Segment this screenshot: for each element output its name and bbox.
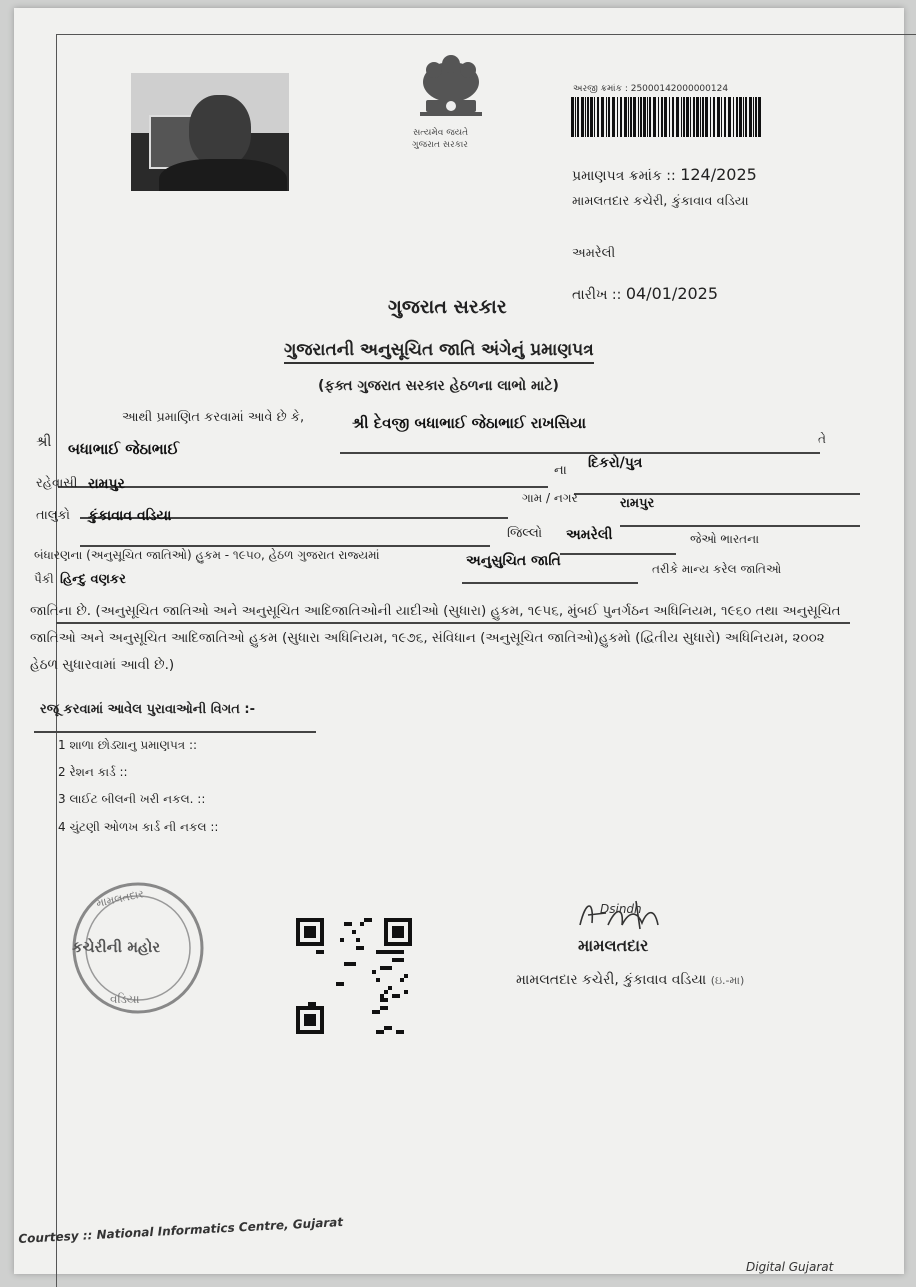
courtesy-footer: Courtesy :: National Informatics Centre, Gujarat [18,1214,344,1246]
taluka-line [80,545,490,547]
issuing-office: મામલતદાર કચેરી, કુંકાવાવ વડિયા [572,194,749,209]
signature-scribble: Dsindh [600,902,642,916]
intro-text: આથી પ્રમાણિત કરવામાં આવે છે કે, [122,410,305,425]
certificate-subtitle: (ફક્ત ગુજરાત સરકાર હેઠળના લાભો માટે) [318,378,559,394]
evidence-item: 2 રેશન કાર્ડ :: [58,765,128,779]
village-line [620,525,860,527]
district-label: જિલ્લો [507,526,543,541]
signatory-title: મામલતદાર [578,936,649,955]
legal-paragraph: જાતિના છે. (અનુસૂચિત જાતિઓ અને અનુસૂચિત આદિજાતિઓની યાદીઓ (સુધારા) હુકમ, ૧૯૫૬, મુંબઈ પુનર્ગઠન અધિનિયમ, ૧૯૬૦ તથા અનુસૂચિત જાતિઓ અને અનુસૂચિત આદિજાતિઓ હુકમ (સુધારા અધિનિયમ, ૧૯૭૬, સંવિધાન (અનુસૂચિત જાતિઓ)હુકમો (દ્વિતીય સુધારો) અધિનિયમ, ૨૦૦૨ હેઠળ સુધારવામાં આવી છે.) [30,603,841,673]
category-line [462,582,638,584]
district-value: અમરેલી [566,527,613,543]
district-line [560,553,676,555]
issue-date-label: તારીખ :: [572,287,622,303]
emblem-motto: સત્યમેવ જયતે [413,128,469,138]
issue-date: 04/01/2025 [625,284,719,303]
application-number-label: અરજી ક્રમાંક [573,84,622,94]
digital-gujarat-footer: Digital Gujarat [746,1260,834,1274]
application-number-row: અરજી ક્રમાંક : 25000142000000124 [573,84,729,94]
order-text: બંધારણના (અનુસૂચિત જાતિઓ) હુકમ - ૧૯૫૦, હેઠળ ગુજરાત રાજ્યમાં [34,548,380,562]
resident-label: રહેવાસી [36,476,78,491]
signatory-suffix: (ઇ.-મા) [710,974,745,987]
caste-value: હિન્દુ વણકર [60,572,126,587]
recognized-text: તરીકે માન્ય કરેલ જાતિઓ [652,562,782,576]
issue-date-row [572,284,718,303]
issuing-place: અમરેલી [572,246,616,261]
signatory-office-name: મામલતદાર કચેરી, કુંકાવાવ વડિયા [516,972,707,988]
village-label: ગામ / નગર [522,491,578,505]
emblem-caption: ગુજરાત સરકાર [412,140,468,150]
evidence-item: 3 લાઈટ બીલની ખરી નકલ. :: [58,792,206,806]
certificate-number: 124/2025 [680,165,757,184]
certificate-number-label: પ્રમાણપત્ર ક્રમાંક :: [572,168,676,184]
evidence-heading: રજૂ કરવામાં આવેલ પુરાવાઓની વિગત :- [40,702,255,717]
applicant-photo [131,73,289,191]
qr-code-icon [296,918,412,1034]
certificate-title: ગુજરાતની અનુસૂચિત જાતિ અંગેનું પ્રમાણપત્ર [284,340,594,364]
na-label: ના [554,463,567,478]
evidence-item: 1 શાળા છોડ્યાનુ પ્રમાણપત્ર :: [58,738,198,752]
category-value: અનુસુચિત જાતિ [466,553,561,569]
evidence-item: 4 ચુંટણી ઓળખ કાર્ડ ની નકલ :: [58,820,219,834]
application-number: 25000142000000124 [630,84,729,94]
resident-value: રામપુર [88,476,125,492]
applicant-name: શ્રી દેવજી બધાભાઈ જેઠાભાઈ રાખસિયા [352,414,587,432]
father-name: બધાભાઈ જેઠાભાઈ [68,440,180,458]
relation: દિકરો/પુત્ર [588,455,643,471]
taluka-label: તાલુકો [36,508,71,523]
seal-top-text: મામલતદાર [95,887,146,910]
applicant-line [340,452,820,454]
paiki-label: પૈકી [34,572,54,586]
barcode-icon [571,97,761,137]
evidence-heading-line [34,731,316,733]
village-value: રામપુર [620,496,655,511]
seal-center-text: કચેરીની મહોર [72,938,161,956]
te-label: તે [818,432,826,446]
seal-bottom-text: વડિયા [110,992,140,1006]
signatory-office [516,972,744,988]
shri-label: શ્રી [36,434,52,450]
taluka-value: કુંકાવાવ વડિયા [88,508,172,524]
government-title: ગુજરાત સરકાર [388,296,507,318]
relation-line [574,493,860,495]
je-label: જેઓ ભારતના [690,532,760,546]
father-line [58,486,548,488]
certificate-number-row [572,165,757,184]
